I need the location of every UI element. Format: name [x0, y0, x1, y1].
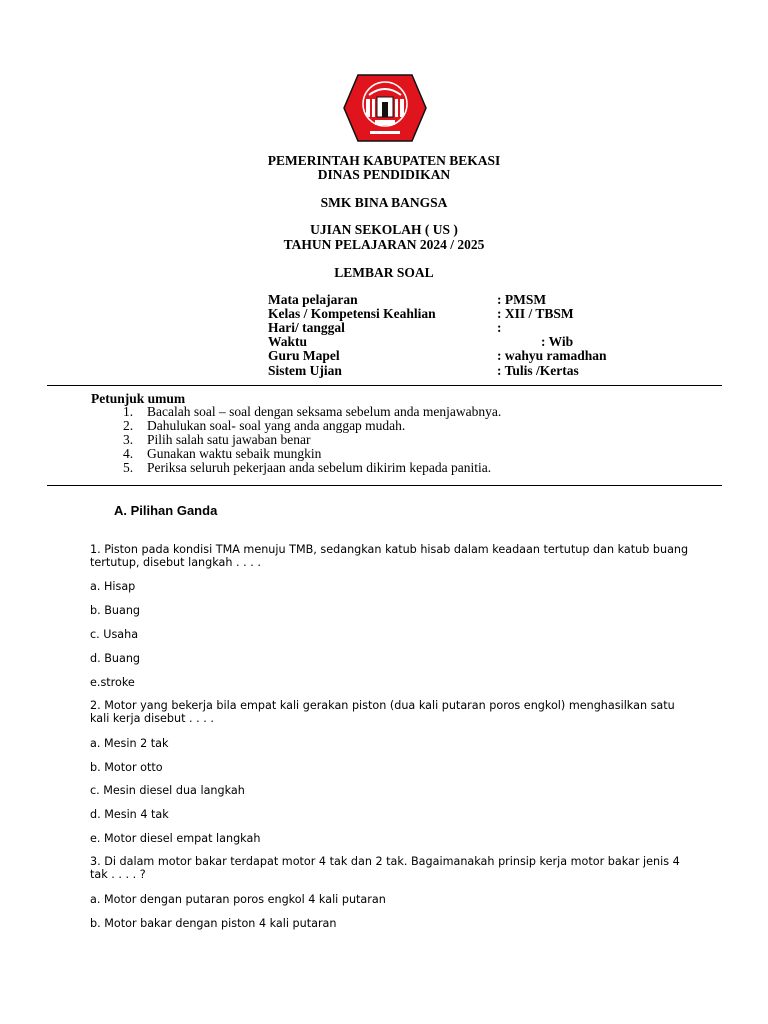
header-school: SMK BINA BANGSA: [320, 195, 448, 210]
option-1d: d. Buang: [90, 652, 141, 665]
option-1e: e.stroke: [90, 676, 135, 689]
instructions-title: Petunjuk umum: [91, 391, 186, 406]
divider-bottom: [47, 485, 722, 486]
instruction-text: Pilih salah satu jawaban benar: [147, 432, 311, 447]
info-label-date: Hari/ tanggal: [268, 320, 345, 335]
header-exam: UJIAN SEKOLAH ( US ): [310, 222, 458, 237]
option-1c: c. Usaha: [90, 628, 139, 641]
divider-top: [47, 385, 722, 386]
option-2d: d. Mesin 4 tak: [90, 808, 169, 821]
instruction-number: 3.: [123, 432, 134, 447]
instruction-text: Periksa seluruh pekerjaan anda sebelum dikirim kepada panitia.: [147, 460, 492, 475]
option-1a: a. Hisap: [90, 580, 136, 593]
header-department: DINAS PENDIDIKAN: [317, 167, 451, 182]
info-label-system: Sistem Ujian: [268, 363, 342, 378]
option-2b: b. Motor otto: [90, 761, 163, 774]
option-3b: b. Motor bakar dengan piston 4 kali putaran: [90, 917, 337, 930]
instruction-number: 1.: [123, 404, 134, 419]
option-3a: a. Motor dengan putaran poros engkol 4 kali putaran: [90, 893, 386, 906]
option-1b: b. Buang: [90, 604, 141, 617]
header-sheet-title: LEMBAR SOAL: [334, 265, 434, 280]
header-government: PEMERINTAH KABUPATEN BEKASI: [267, 153, 501, 168]
info-value-teacher: : wahyu ramadhan: [497, 348, 607, 363]
info-value-subject: : PMSM: [497, 292, 547, 307]
header-year: TAHUN PELAJARAN 2024 / 2025: [283, 237, 485, 252]
option-2e: e. Motor diesel empat langkah: [90, 832, 261, 845]
info-value-date: :: [497, 320, 502, 335]
info-label-subject: Mata pelajaran: [268, 292, 358, 307]
instruction-number: 4.: [123, 446, 134, 461]
info-value-system: : Tulis /Kertas: [497, 363, 579, 378]
question-3: 3. Di dalam motor bakar terdapat motor 4 tak dan 2 tak. Bagaimanakah prinsip kerja motor bakar jenis 4 tak . . . . ?: [90, 855, 680, 881]
info-value-time: : Wib: [541, 334, 574, 349]
instruction-text: Bacalah soal – soal dengan seksama sebelum anda menjawabnya.: [147, 404, 502, 419]
question-1: 1. Piston pada kondisi TMA menuju TMB, sedangkan katub hisab dalam keadaan tertutup dan katub buang tertutup, disebut langkah . . . .: [90, 543, 689, 569]
instruction-number: 2.: [123, 418, 134, 433]
section-title: A. Pilihan Ganda: [114, 503, 218, 518]
instruction-number: 5.: [123, 460, 134, 475]
info-label-class: Kelas / Kompetensi Keahlian: [268, 306, 436, 321]
option-2c: c. Mesin diesel dua langkah: [90, 784, 245, 797]
question-2: 2. Motor yang bekerja bila empat kali gerakan piston (dua kali putaran poros engkol) menghasilkan satu kali kerja disebut . . . .: [90, 699, 675, 725]
option-2a: a. Mesin 2 tak: [90, 737, 169, 750]
info-label-time: Waktu: [268, 334, 308, 349]
info-label-teacher: Guru Mapel: [268, 348, 340, 363]
school-logo: [342, 73, 428, 143]
info-value-class: : XII / TBSM: [497, 306, 574, 321]
instruction-text: Dahulukan soal- soal yang anda anggap mudah.: [147, 418, 406, 433]
instruction-text: Gunakan waktu sebaik mungkin: [147, 446, 322, 461]
